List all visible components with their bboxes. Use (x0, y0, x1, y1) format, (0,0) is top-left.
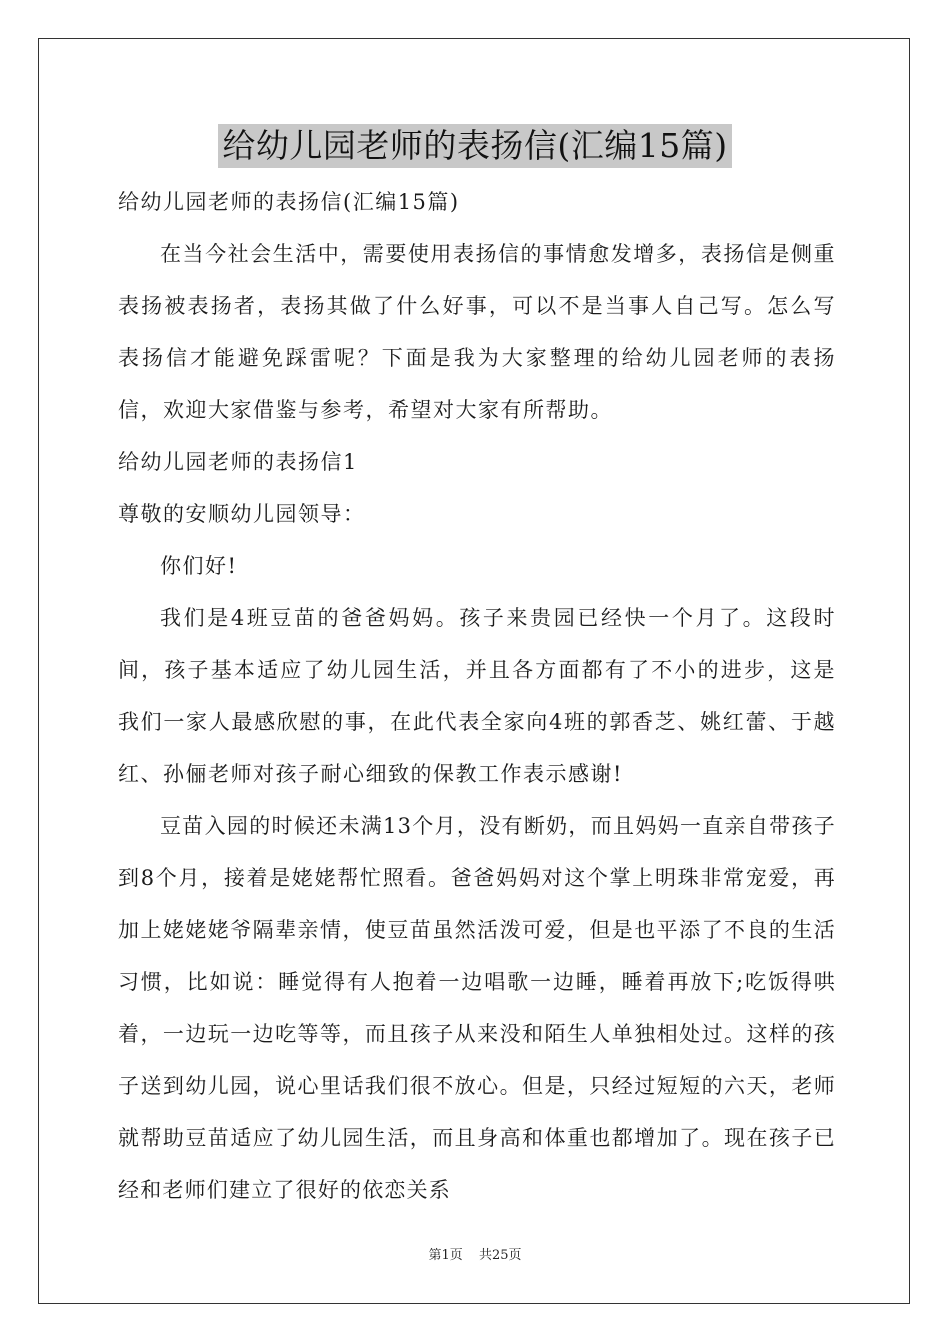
salutation: 尊敬的安顺幼儿园领导： (118, 502, 366, 526)
page-total: 共25页 (478, 1248, 522, 1263)
document-body (118, 176, 836, 1216)
document-subtitle: 给幼儿园老师的表扬信(汇编15篇) (118, 190, 460, 214)
body-paragraph-1: 我们是4班豆苗的爸爸妈妈。孩子来贵园已经快一个月了。这段时间，孩子基本适应了幼儿园生活，并且各方面都有了不小的进步，这是我们一家人最感欣慰的事，在此代表全家向4班的郭香芝、姚红蕾、于越红、孙俪老师对孩子耐心细致的保教工作表示感谢! (118, 606, 836, 786)
page-number: 第1页 (428, 1248, 463, 1263)
body-paragraph-2: 豆苗入园的时候还未满13个月，没有断奶，而且妈妈一直亲自带孩子到8个月，接着是姥姥帮忙照看。爸爸妈妈对这个掌上明珠非常宠爱，再加上姥姥姥爷隔辈亲情，使豆苗虽然活泼可爱，但是也平添了不良的生活习惯，比如说：睡觉得有人抱着一边唱歌一边睡，睡着再放下;吃饭得哄着，一边玩一边吃等等，而且孩子从来没和陌生人单独相处过。这样的孩子送到幼儿园，说心里话我们很不放心。但是，只经过短短的六天，老师就帮助豆苗适应了幼儿园生活，而且身高和体重也都增加了。现在孩子已经和老师们建立了很好的依恋关系 (118, 814, 836, 1202)
title-container (0, 124, 950, 168)
intro-paragraph: 在当今社会生活中，需要使用表扬信的事情愈发增多，表扬信是侧重表扬被表扬者，表扬其做了什么好事，可以不是当事人自己写。怎么写表扬信才能避免踩雷呢？下面是我为大家整理的给幼儿园老师的表扬信，欢迎大家借鉴与参考，希望对大家有所帮助。 (118, 242, 836, 422)
section-heading: 给幼儿园老师的表扬信1 (118, 450, 358, 474)
page-footer (0, 1244, 950, 1263)
document-title: 给幼儿园老师的表扬信(汇编15篇) (218, 124, 731, 168)
greeting: 你们好! (160, 554, 238, 578)
